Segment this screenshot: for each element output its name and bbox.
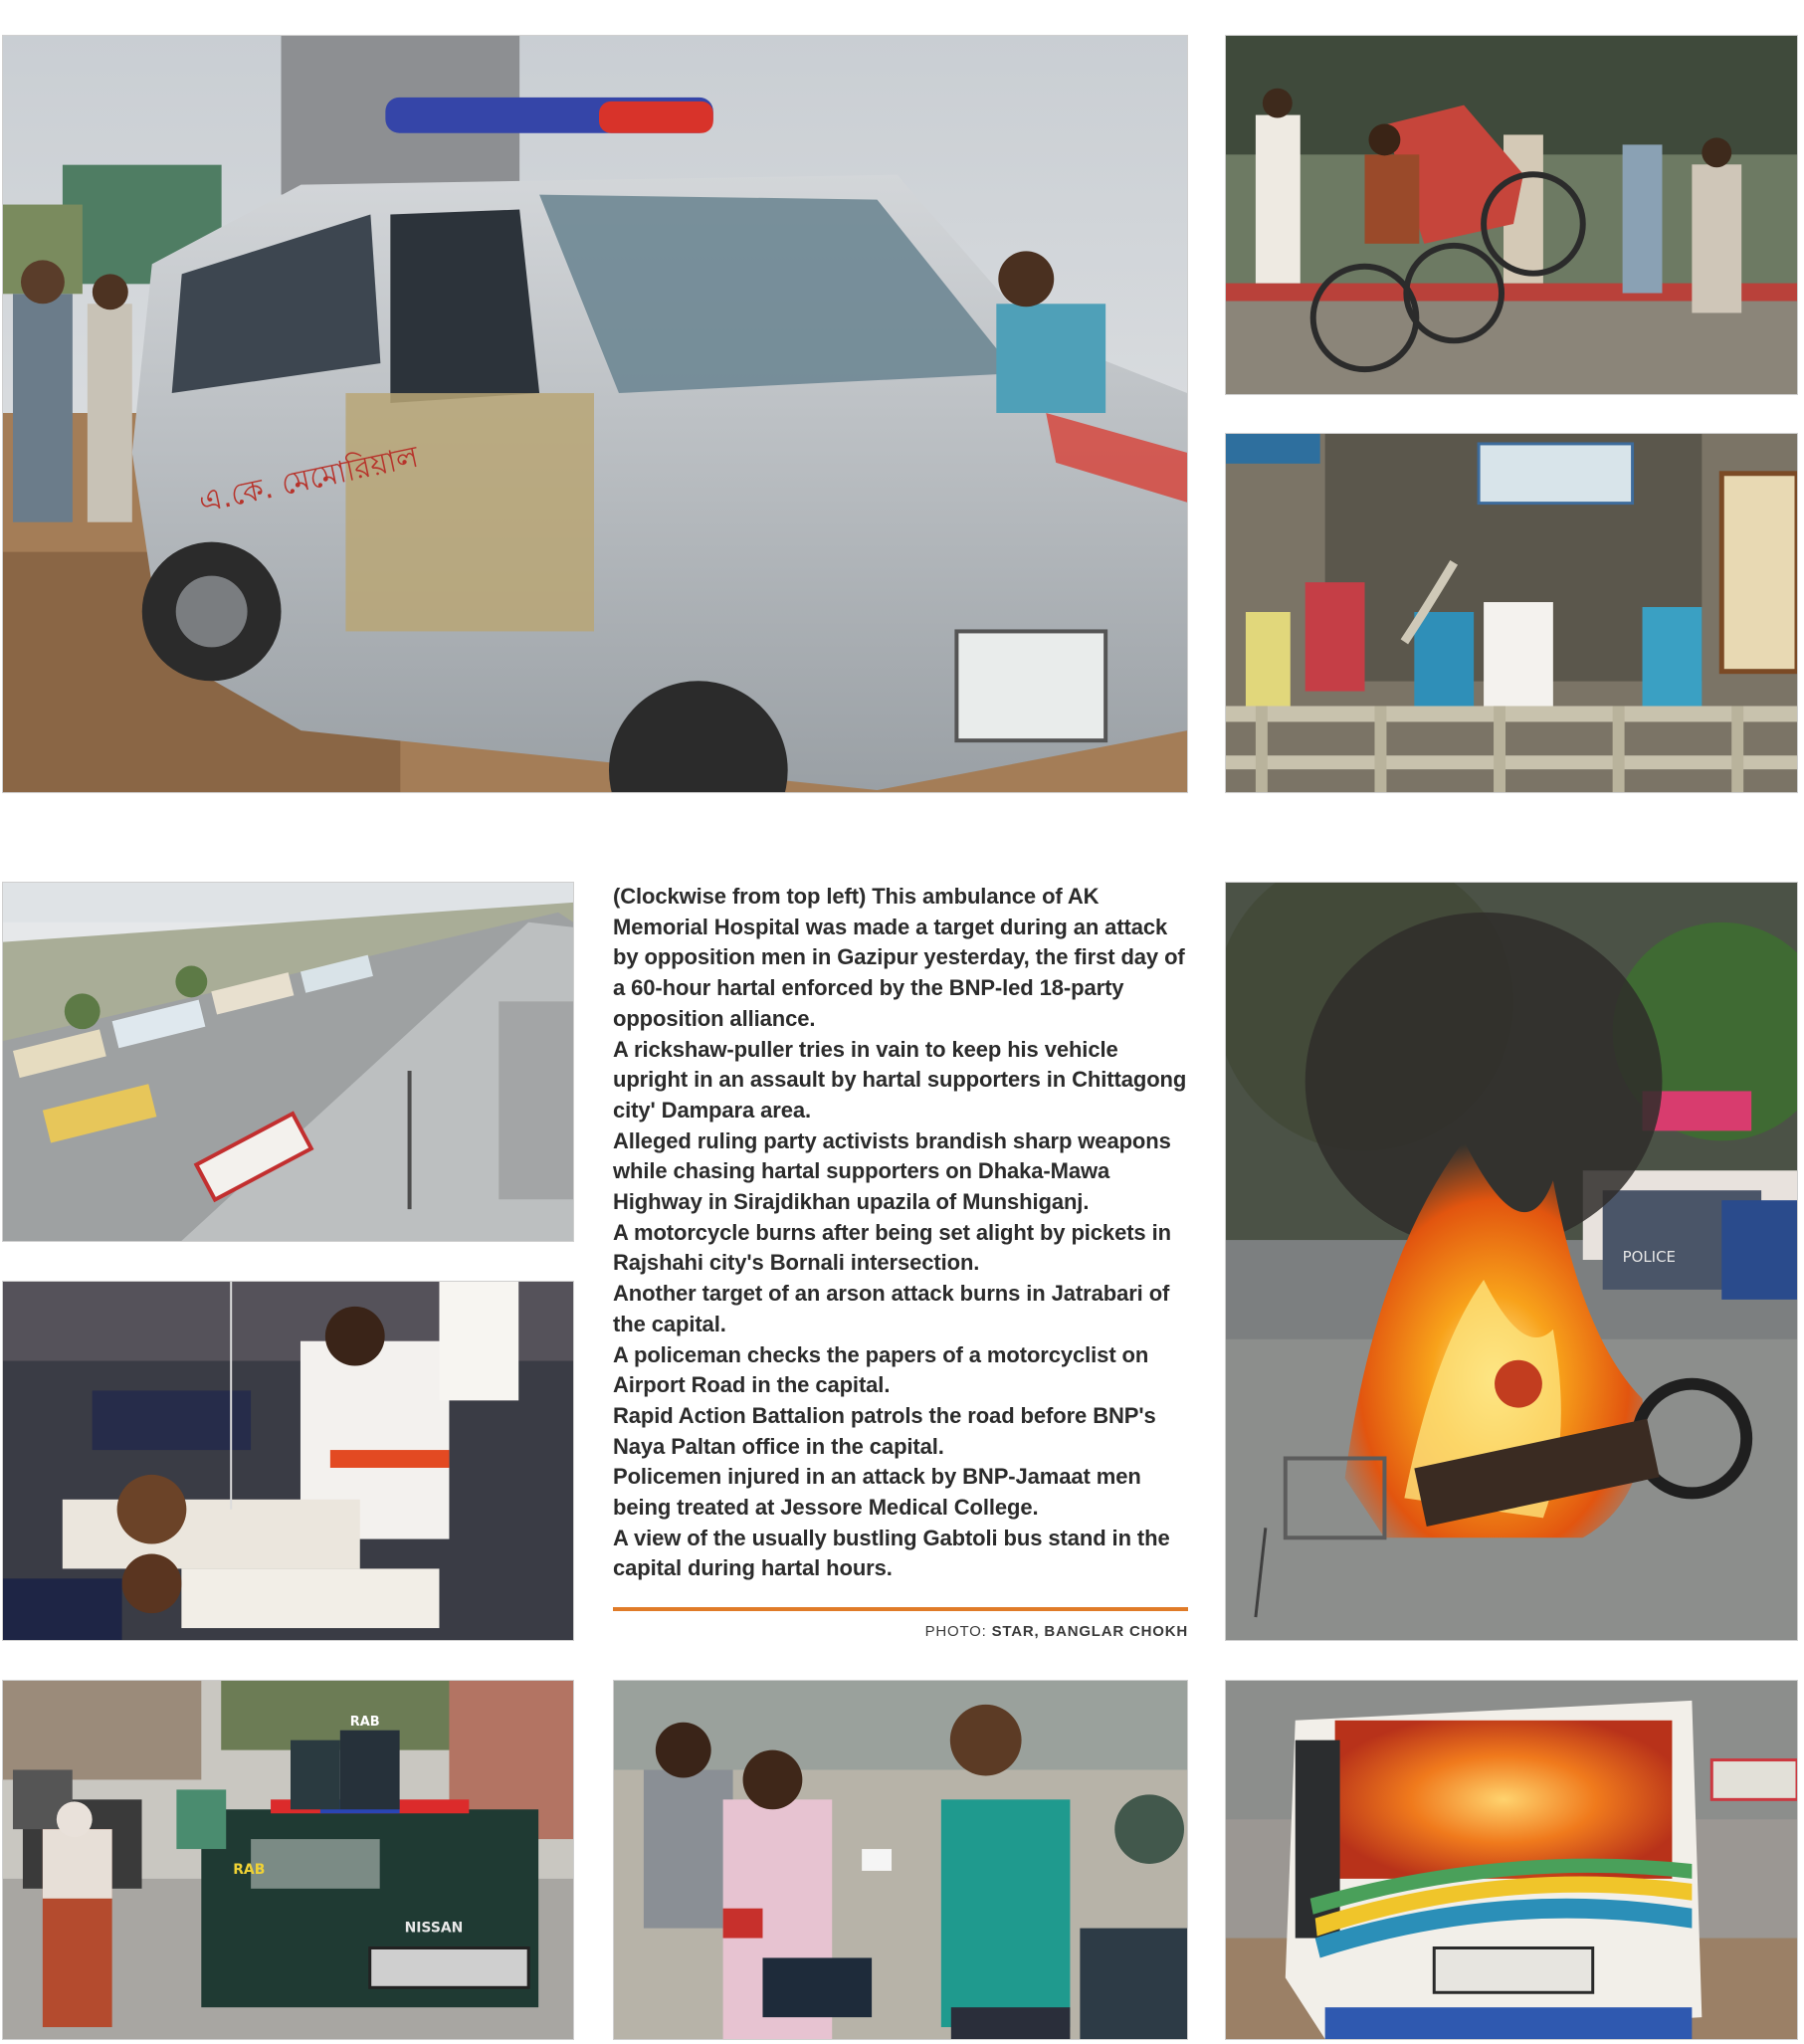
photo-burning-motorcycle [1225, 882, 1798, 1641]
caption-line: being treated at Jessore Medical College. [613, 1495, 1039, 1521]
caption-line: Rapid Action Battalion patrols the road before BNP's [613, 1402, 1156, 1428]
photo-credit-label: PHOTO: [924, 1623, 992, 1640]
caption-line: A view of the usually bustling Gabtoli bus stand in the [613, 1525, 1170, 1550]
caption-line: upright in an assault by hartal supporters in Chittagong [613, 1067, 1187, 1093]
ambulance-door-text: এ.কে. মেমোরিয়াল [196, 439, 422, 520]
photo-injured-policemen [2, 1281, 574, 1641]
caption-line: Airport Road in the capital. [613, 1372, 891, 1398]
photo-credit-source: STAR, BANGLAR CHOKH [991, 1623, 1188, 1640]
caption-line: while chasing hartal supporters on Dhaka-Mawa [613, 1158, 1110, 1184]
photo-rab-patrol [2, 1680, 574, 2040]
caption-line: Highway in Sirajdikhan upazila of Munshiganj. [613, 1189, 1090, 1215]
caption-line: the capital. [613, 1311, 726, 1336]
caption-line: Policemen injured in an attack by BNP-Jamaat men [613, 1464, 1141, 1490]
caption-line: capital during hartal hours. [613, 1555, 893, 1581]
rab-vest-label: RAB [349, 1714, 380, 1730]
caption-line: Naya Paltan office in the capital. [613, 1433, 944, 1459]
caption-line: by opposition men in Gazipur yesterday, the first day of [613, 944, 1185, 970]
pickup-brand: NISSAN [404, 1920, 464, 1937]
photo-policeman-checks-papers [613, 1680, 1188, 2040]
caption-line: Another target of an arson attack burns in Jatrabari of [613, 1281, 1170, 1307]
photo-gabtoli-bus-stand [2, 882, 574, 1242]
caption-line: Alleged ruling party activists brandish sharp weapons [613, 1127, 1171, 1153]
caption-line: A rickshaw-puller tries in vain to keep his vehicle [613, 1036, 1118, 1062]
caption-line: a 60-hour hartal enforced by the BNP-led 18-party [613, 975, 1124, 1001]
rab-door-emblem: RAB [233, 1861, 266, 1878]
photo-ambulance-attack [2, 35, 1188, 793]
caption-divider [613, 1607, 1188, 1611]
photo-burning-bus [1225, 1680, 1798, 2040]
photo-activists-weapons [1225, 433, 1798, 793]
caption-line: A motorcycle burns after being set alight by pickets in [613, 1219, 1171, 1245]
caption-line: Memorial Hospital was made a target during an attack [613, 914, 1168, 939]
caption-line: (Clockwise from top left) This ambulance of AK [613, 884, 1100, 909]
photo-rickshaw-puller [1225, 35, 1798, 395]
caption-line: A policeman checks the papers of a motorcyclist on [613, 1341, 1149, 1367]
caption-line: Rajshahi city's Bornali intersection. [613, 1250, 980, 1276]
photo-caption [613, 882, 1188, 1584]
caption-line: city' Dampara area. [613, 1097, 812, 1123]
photo-caption-block [613, 882, 1188, 1641]
caption-line: opposition alliance. [613, 1005, 816, 1031]
police-car-label: POLICE [1622, 1247, 1676, 1267]
photo-credit [925, 1623, 1188, 1640]
